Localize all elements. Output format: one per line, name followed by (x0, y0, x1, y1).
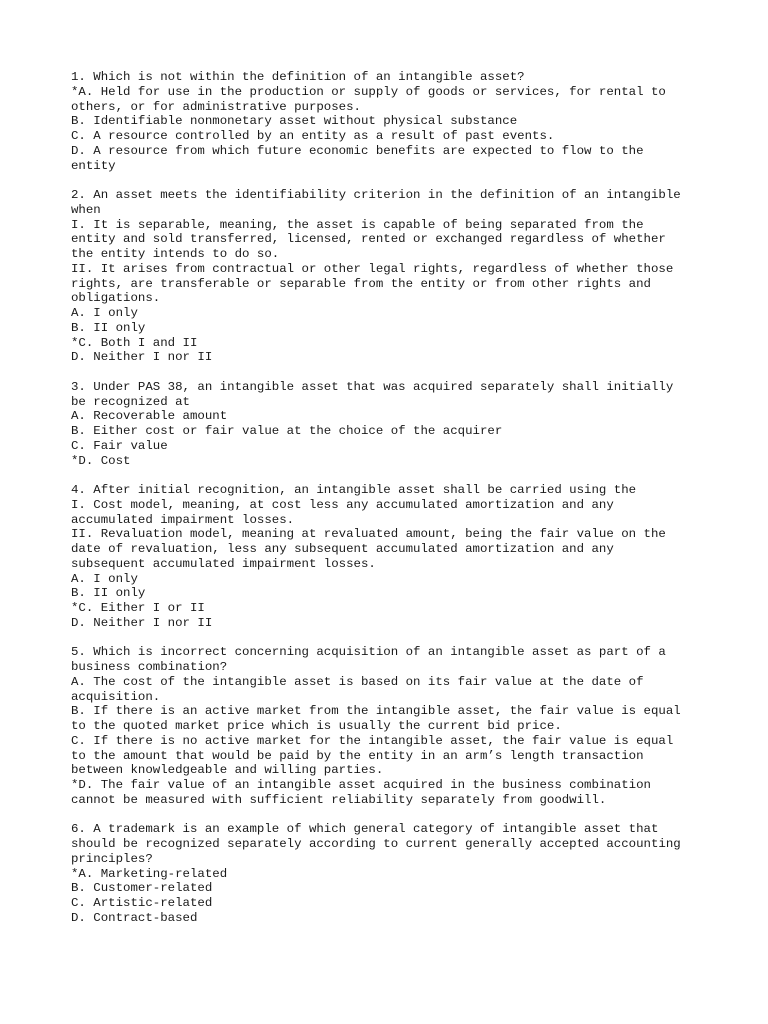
question-text: 4. After initial recognition, an intangible asset shall be carried using the (71, 483, 637, 497)
question-1 (71, 70, 731, 173)
question-line: cannot be measured with sufficient reliability separately from goodwill. (71, 792, 607, 807)
question-line: D. Neither I nor II (71, 615, 213, 630)
question-line: D. Neither I nor II (71, 350, 213, 365)
question-line: obligations. (71, 291, 161, 306)
question-line: subsequent accumulated impairment losses. (71, 556, 376, 571)
question-line: rights, are transferable or separable from the entity or from other rights and (71, 276, 651, 291)
question-line: the entity intends to do so. (71, 247, 280, 261)
question-line: entity (71, 158, 116, 173)
question-line: *A. Held for use in the production or supply of goods or services, for rental to (71, 84, 666, 99)
question-text: 1. Which is not within the definition of an intangible asset? (71, 70, 525, 84)
question-line: A. The cost of the intangible asset is based on its fair value at the date of (71, 674, 644, 689)
question-line: II. Revaluation model, meaning at revaluated amount, being the fair value on the (71, 527, 666, 542)
question-line: B. Customer-related (71, 881, 213, 896)
question-3 (71, 380, 731, 469)
question-line: when (71, 202, 101, 217)
document-page (71, 70, 731, 940)
question-line: B. If there is an active market from the intangible asset, the fair value is equal (71, 704, 681, 719)
question-line: to the quoted market price which is usually the current bid price. (71, 719, 562, 733)
question-line: B. Identifiable nonmonetary asset without physical substance (71, 114, 518, 129)
question-line: should be recognized separately according to current generally accepted accounting (71, 837, 681, 851)
question-line: I. It is separable, meaning, the asset is capable of being separated from the (71, 217, 644, 232)
question-line: A. I only (71, 571, 138, 586)
question-line: A. Recoverable amount (71, 409, 228, 424)
question-line: acquisition. (71, 689, 161, 704)
question-line: B. II only (71, 586, 146, 601)
question-line: business combination? (71, 660, 228, 674)
question-line: *C. Both I and II (71, 335, 198, 350)
question-line: C. Artistic-related (71, 896, 213, 910)
question-line: to the amount that would be paid by the entity in an arm’s length transaction (71, 748, 644, 763)
question-line: *A. Marketing-related (71, 866, 228, 881)
question-line: B. II only (71, 320, 146, 335)
question-5 (71, 645, 731, 807)
question-line: A. I only (71, 306, 138, 320)
question-line: *D. Cost (71, 453, 131, 468)
question-line: C. Fair value (71, 438, 168, 453)
question-4 (71, 483, 731, 631)
question-line: C. A resource controlled by an entity as a result of past events. (71, 129, 555, 143)
question-line: I. Cost model, meaning, at cost less any accumulated amortization and any (71, 497, 614, 512)
question-line: date of revaluation, less any subsequent accumulated amortization and any (71, 542, 614, 556)
question-text: 5. Which is incorrect concerning acquisition of an intangible asset as part of a (71, 645, 666, 660)
question-line: C. If there is no active market for the intangible asset, the fair value is equal (71, 733, 674, 748)
question-line: between knowledgeable and willing parties. (71, 763, 384, 778)
question-line: D. Contract-based (71, 910, 198, 925)
question-text: 6. A trademark is an example of which general category of intangible asset that (71, 822, 659, 837)
question-6 (71, 822, 731, 925)
question-line: *C. Either I or II (71, 601, 205, 615)
question-line: be recognized at (71, 394, 190, 409)
question-line: principles? (71, 851, 153, 866)
question-line: B. Either cost or fair value at the choice of the acquirer (71, 424, 503, 438)
question-line: II. It arises from contractual or other legal rights, regardless of whether those (71, 261, 674, 276)
question-line: *D. The fair value of an intangible asset acquired in the business combination (71, 778, 651, 792)
question-line: others, or for administrative purposes. (71, 99, 361, 114)
question-line: accumulated impairment losses. (71, 512, 295, 527)
question-line: D. A resource from which future economic benefits are expected to flow to the (71, 143, 644, 158)
question-text: 3. Under PAS 38, an intangible asset that was acquired separately shall initially (71, 379, 674, 394)
question-line: entity and sold transferred, licensed, rented or exchanged regardless of whether (71, 232, 666, 247)
question-2 (71, 188, 731, 365)
question-text: 2. An asset meets the identifiability criterion in the definition of an intangible (71, 188, 681, 202)
